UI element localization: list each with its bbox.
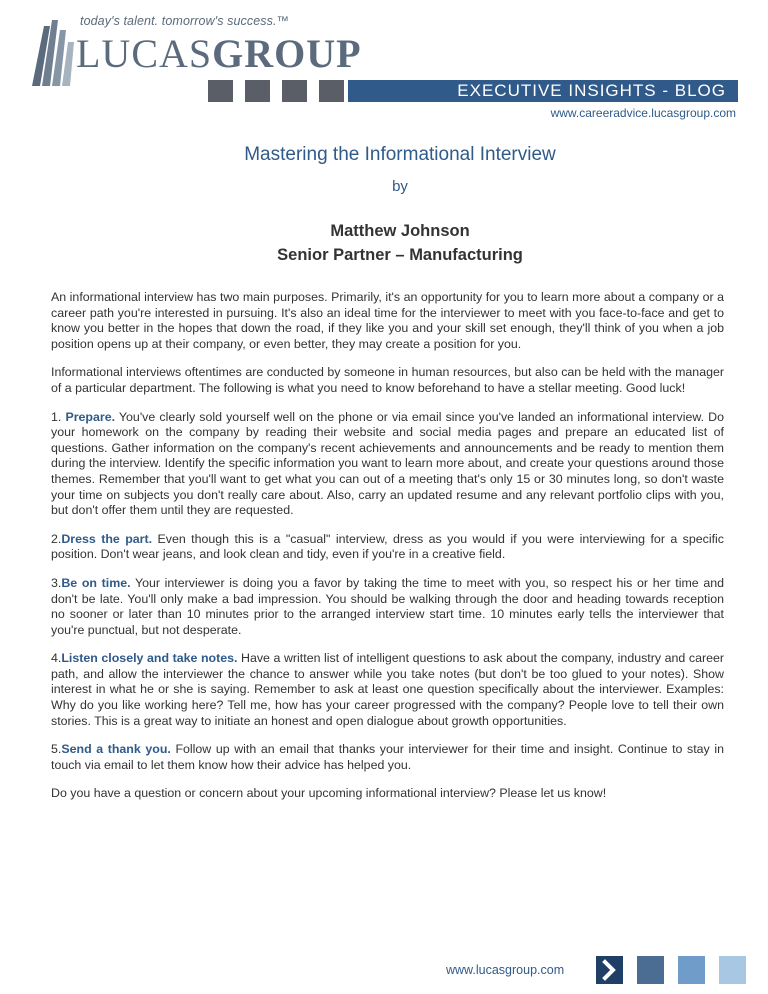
tip-heading: Dress the part. bbox=[61, 531, 153, 546]
chevron-right-icon bbox=[596, 956, 623, 984]
next-page-button[interactable] bbox=[596, 956, 623, 984]
logo-tagline: today's talent. tomorrow's success.™ bbox=[80, 14, 290, 28]
footer-square bbox=[719, 956, 746, 984]
logo-wordmark bbox=[76, 30, 362, 77]
tip-number: 3. bbox=[51, 575, 62, 590]
tip-heading: Be on time. bbox=[61, 575, 131, 590]
byline-by: by bbox=[392, 178, 408, 195]
header-squares bbox=[208, 80, 344, 102]
logo-text-light: LUCAS bbox=[76, 31, 213, 76]
tip-paragraph bbox=[51, 651, 724, 729]
banner-title: EXECUTIVE INSIGHTS - BLOG bbox=[457, 81, 726, 100]
tip-text: You've clearly sold yourself well on the phone or via email since you've landed an informational interview. Do your homework on the company by reading their website and social media pages and prepare an educated list of questions. Gather information on the company's recent achievements and announcements and be ready to mention them during the interview. Identify the specific information you want to learn more about, and create your questions around those themes. Remember that you'll want to get what you can out of a meeting that's only 15 or 30 minutes long, so don't waste your time on subjects you don't really care about. Also, carry an updated resume and any relevant portfolio clips with you, but don't offer them until they are requested. bbox=[51, 409, 724, 518]
tip-paragraph bbox=[51, 576, 724, 638]
article-body bbox=[51, 290, 724, 815]
header-square bbox=[245, 80, 270, 102]
logo-text-bold: GROUP bbox=[212, 31, 362, 76]
tip-heading: Listen closely and take notes. bbox=[61, 651, 238, 666]
tip-text: Follow up with an email that thanks your interviewer for their time and insight. Continue to stay in touch via email to let them know how their advice has helped you. bbox=[51, 742, 724, 772]
tip-paragraph bbox=[51, 532, 724, 563]
tip-number: 5. bbox=[51, 742, 62, 757]
tip-text: Even though this is a "casual" interview, dress as you would if you were interviewing for a specific position. Don't wear jeans, and look clean and tidy, even if you're in a creative field. bbox=[51, 531, 724, 562]
header-square bbox=[282, 80, 307, 102]
intro-paragraph: An informational interview has two main purposes. Primarily, it's an opportunity for you to learn more about a company or a career path you're interested in pursuing. It's also an ideal time for the interviewer to meet with you face-to-face and get to know you better in the hopes that down the road, if they like you and your skill set enough, they'll think of you when a job position opens up at their company, or even better, they may create a position for you. bbox=[51, 290, 724, 351]
intro-paragraph: Informational interviews oftentimes are conducted by someone in human resources, but also can be held with the manager of a particular department. The following is what you need to know beforehand to have a stellar meeting. Good luck! bbox=[51, 365, 724, 395]
lucas-group-logo-icon bbox=[26, 16, 78, 90]
tip-paragraph bbox=[51, 742, 724, 773]
tip-number: 4. bbox=[51, 651, 62, 666]
closing-paragraph: Do you have a question or concern about your upcoming informational interview? Please let us know! bbox=[51, 786, 607, 801]
blog-url-link[interactable]: www.careeradvice.lucasgroup.com bbox=[550, 106, 736, 120]
tip-paragraph bbox=[51, 410, 724, 519]
article-title: Mastering the Informational Interview bbox=[244, 144, 556, 165]
tip-text: Your interviewer is doing you a favor by taking the time to meet with you, so respect his or her time and don't be late. You'll only make a bad impression. You should be walking through the door and heading towards reception no sooner or later than 10 minutes prior to the arranged interview start time. 10 minutes early tells the interviewer that you're punctual, but not desperate. bbox=[51, 575, 724, 637]
footer-url-link[interactable]: www.lucasgroup.com bbox=[446, 963, 565, 977]
footer-square bbox=[637, 956, 664, 984]
tip-heading: Send a thank you. bbox=[61, 742, 171, 757]
tip-text: Have a written list of intelligent questions to ask about the company, industry and career path, and allow the interviewer the chance to answer while you take notes (but don't be too glued to your notes). Show interest in what he or she is saying. Remember to ask at least one question specifically about the interviewer. Examples: Why do you like working here? Tell me, how has your career progressed with the company? People love to tell their own stories. This is a great way to initiate an honest and open dialogue about growth opportunities. bbox=[51, 651, 724, 728]
footer-squares bbox=[596, 956, 746, 984]
header-square bbox=[319, 80, 344, 102]
header-banner bbox=[348, 80, 738, 102]
tip-number: 1. bbox=[51, 409, 66, 424]
author-name: Matthew Johnson bbox=[330, 222, 470, 240]
author-role: Senior Partner – Manufacturing bbox=[277, 246, 523, 264]
tip-number: 2. bbox=[51, 531, 62, 546]
header-square bbox=[208, 80, 233, 102]
tip-heading: Prepare. bbox=[65, 409, 116, 424]
footer-square bbox=[678, 956, 705, 984]
